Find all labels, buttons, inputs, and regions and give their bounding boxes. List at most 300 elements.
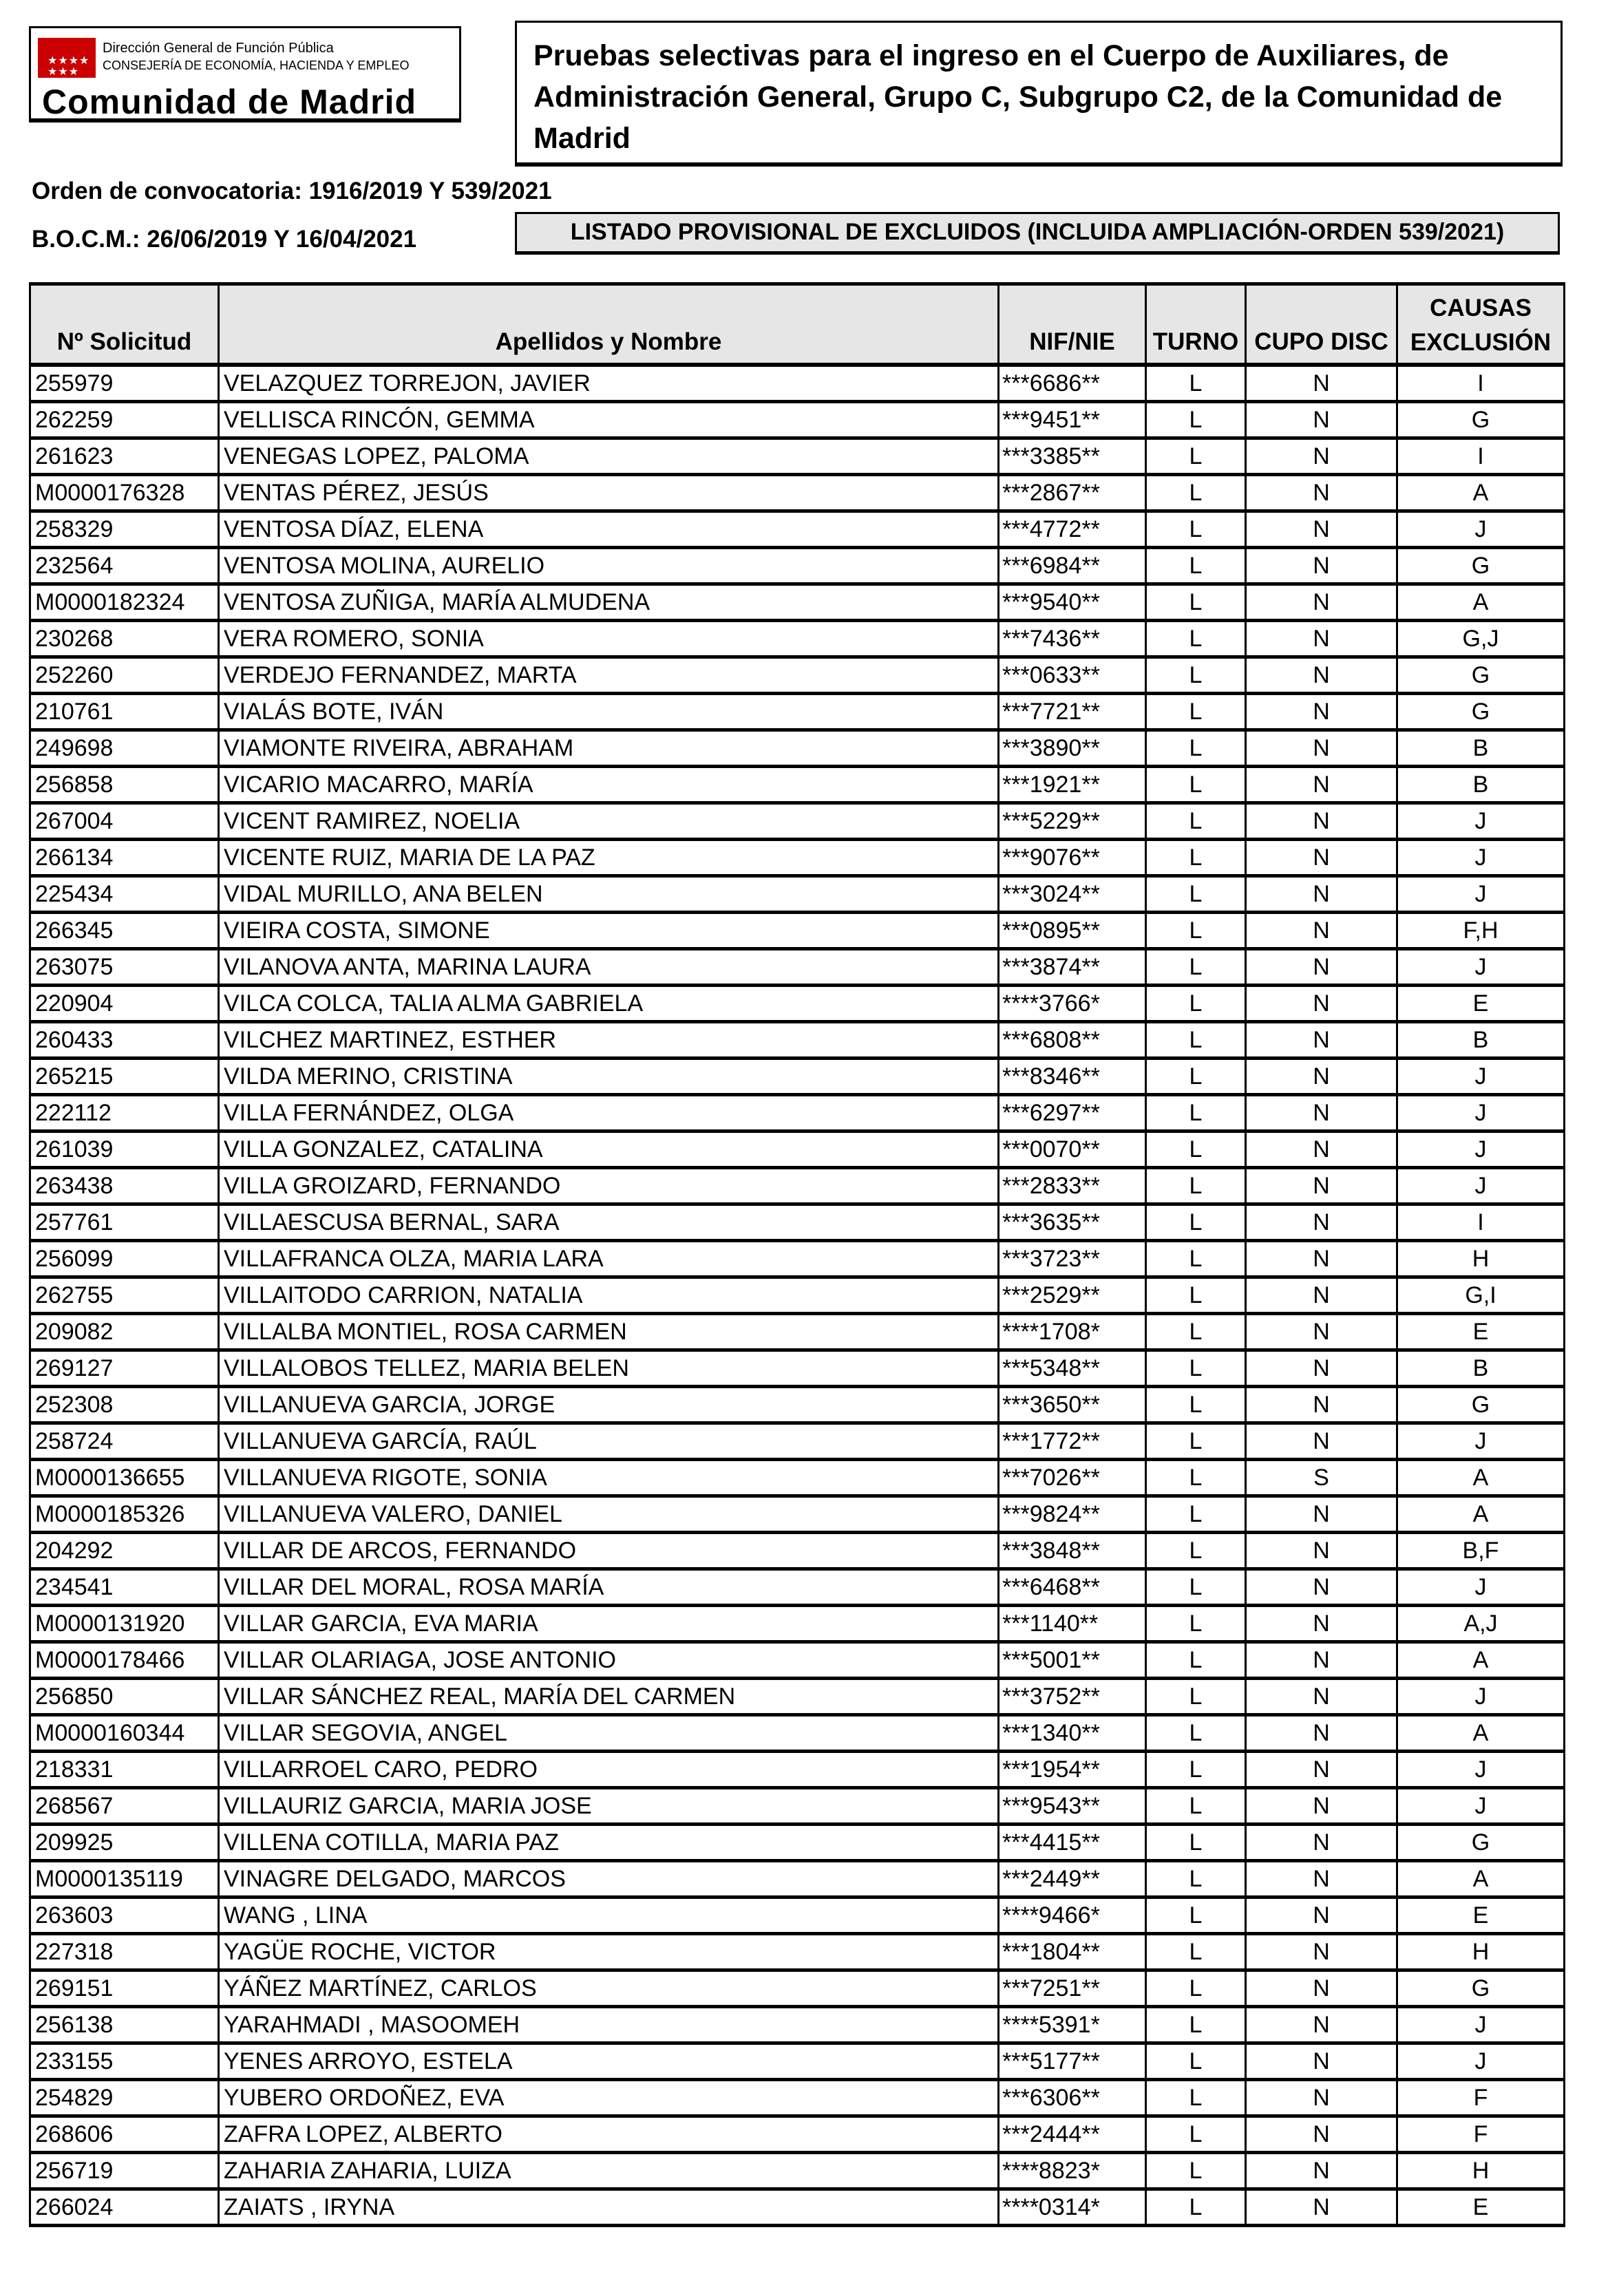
turno-cell: L bbox=[1146, 1825, 1246, 1861]
cupo-disc-cell: N bbox=[1246, 1898, 1397, 1934]
nombre-cell: VICENTE RUIZ, MARIA DE LA PAZ bbox=[219, 840, 999, 876]
header-nombre: Apellidos y Nombre bbox=[219, 284, 999, 365]
causas-cell: H bbox=[1397, 1934, 1565, 1970]
solicitud-cell: 268567 bbox=[30, 1788, 219, 1825]
solicitud-cell: 227318 bbox=[30, 1934, 219, 1970]
solicitud-cell: 256850 bbox=[30, 1679, 219, 1715]
nif-cell: ***7721** bbox=[999, 694, 1146, 730]
causas-cell: G bbox=[1397, 1387, 1565, 1423]
causas-cell: F,H bbox=[1397, 913, 1565, 949]
causas-cell: J bbox=[1397, 511, 1565, 548]
table-row bbox=[30, 657, 1565, 694]
table-row bbox=[30, 1314, 1565, 1350]
nombre-cell: YARAHMADI , MASOOMEH bbox=[219, 2007, 999, 2043]
header-causas: CAUSAS EXCLUSIÓN bbox=[1397, 284, 1565, 365]
table-row bbox=[30, 876, 1565, 913]
nif-cell: ***2867** bbox=[999, 475, 1146, 511]
turno-cell: L bbox=[1146, 2189, 1246, 2226]
nif-cell: ***4415** bbox=[999, 1825, 1146, 1861]
solicitud-cell: 269127 bbox=[30, 1350, 219, 1387]
nombre-cell: VILLANUEVA RIGOTE, SONIA bbox=[219, 1460, 999, 1496]
nombre-cell: VILLAR SÁNCHEZ REAL, MARÍA DEL CARMEN bbox=[219, 1679, 999, 1715]
nif-cell: ***3874** bbox=[999, 949, 1146, 986]
cupo-disc-cell: N bbox=[1246, 876, 1397, 913]
table-row bbox=[30, 2043, 1565, 2080]
cupo-disc-cell: N bbox=[1246, 1314, 1397, 1350]
nombre-cell: VERA ROMERO, SONIA bbox=[219, 621, 999, 657]
turno-cell: L bbox=[1146, 1022, 1246, 1059]
table-row bbox=[30, 1241, 1565, 1277]
solicitud-cell: M0000136655 bbox=[30, 1460, 219, 1496]
cupo-disc-cell: N bbox=[1246, 803, 1397, 840]
nif-cell: ***6297** bbox=[999, 1095, 1146, 1131]
table-row bbox=[30, 1861, 1565, 1898]
table-row bbox=[30, 803, 1565, 840]
solicitud-cell: M0000176328 bbox=[30, 475, 219, 511]
cupo-disc-cell: N bbox=[1246, 949, 1397, 986]
cupo-disc-cell: N bbox=[1246, 1934, 1397, 1970]
nif-cell: ***2833** bbox=[999, 1168, 1146, 1204]
causas-cell: J bbox=[1397, 1095, 1565, 1131]
solicitud-cell: 252308 bbox=[30, 1387, 219, 1423]
turno-cell: L bbox=[1146, 2043, 1246, 2080]
causas-cell: G bbox=[1397, 694, 1565, 730]
causas-cell: J bbox=[1397, 1788, 1565, 1825]
cupo-disc-cell: N bbox=[1246, 1752, 1397, 1788]
cupo-disc-cell: N bbox=[1246, 1241, 1397, 1277]
turno-cell: L bbox=[1146, 1095, 1246, 1131]
cupo-disc-cell: N bbox=[1246, 584, 1397, 621]
nombre-cell: VIEIRA COSTA, SIMONE bbox=[219, 913, 999, 949]
solicitud-cell: 269151 bbox=[30, 1970, 219, 2007]
causas-cell: B bbox=[1397, 1350, 1565, 1387]
solicitud-cell: 261623 bbox=[30, 438, 219, 475]
turno-cell: L bbox=[1146, 511, 1246, 548]
cupo-disc-cell: N bbox=[1246, 1642, 1397, 1679]
solicitud-cell: M0000178466 bbox=[30, 1642, 219, 1679]
causas-cell: J bbox=[1397, 2007, 1565, 2043]
causas-cell: J bbox=[1397, 2043, 1565, 2080]
nombre-cell: VELAZQUEZ TORREJON, JAVIER bbox=[219, 365, 999, 402]
cupo-disc-cell: N bbox=[1246, 2153, 1397, 2189]
table-row bbox=[30, 767, 1565, 803]
turno-cell: L bbox=[1146, 402, 1246, 438]
turno-cell: L bbox=[1146, 2116, 1246, 2153]
cupo-disc-cell: N bbox=[1246, 1679, 1397, 1715]
cupo-disc-cell: S bbox=[1246, 1460, 1397, 1496]
causas-cell: J bbox=[1397, 876, 1565, 913]
solicitud-cell: 257761 bbox=[30, 1204, 219, 1241]
nif-cell: ***9540** bbox=[999, 584, 1146, 621]
nif-cell: ****8823* bbox=[999, 2153, 1146, 2189]
nif-cell: ***9451** bbox=[999, 402, 1146, 438]
table-row bbox=[30, 1022, 1565, 1059]
causas-cell: G,J bbox=[1397, 621, 1565, 657]
table-row bbox=[30, 1752, 1565, 1788]
cupo-disc-cell: N bbox=[1246, 913, 1397, 949]
turno-cell: L bbox=[1146, 694, 1246, 730]
logo-name: Comunidad de Madrid bbox=[42, 83, 416, 121]
solicitud-cell: 263438 bbox=[30, 1168, 219, 1204]
nif-cell: ****3766* bbox=[999, 986, 1146, 1022]
nif-cell: ***1140** bbox=[999, 1606, 1146, 1642]
causas-cell: B bbox=[1397, 767, 1565, 803]
cupo-disc-cell: N bbox=[1246, 475, 1397, 511]
solicitud-cell: 249698 bbox=[30, 730, 219, 767]
document-title: Pruebas selectivas para el ingreso en el Cuerpo de Auxiliares, de Administración General, Grupo C, Subgrupo C2, de la Comunidad de Madrid bbox=[515, 21, 1563, 167]
nif-cell: ***1921** bbox=[999, 767, 1146, 803]
solicitud-cell: 262755 bbox=[30, 1277, 219, 1314]
causas-cell: G bbox=[1397, 548, 1565, 584]
nif-cell: ***0633** bbox=[999, 657, 1146, 694]
cupo-disc-cell: N bbox=[1246, 1423, 1397, 1460]
cupo-disc-cell: N bbox=[1246, 1606, 1397, 1642]
causas-cell: J bbox=[1397, 1569, 1565, 1606]
table-row bbox=[30, 584, 1565, 621]
table-row bbox=[30, 1533, 1565, 1569]
table-row bbox=[30, 2080, 1565, 2116]
turno-cell: L bbox=[1146, 2080, 1246, 2116]
causas-cell: I bbox=[1397, 365, 1565, 402]
cupo-disc-cell: N bbox=[1246, 694, 1397, 730]
nombre-cell: VILLAR OLARIAGA, JOSE ANTONIO bbox=[219, 1642, 999, 1679]
turno-cell: L bbox=[1146, 1277, 1246, 1314]
turno-cell: L bbox=[1146, 1715, 1246, 1752]
nif-cell: ***3385** bbox=[999, 438, 1146, 475]
causas-cell: J bbox=[1397, 1131, 1565, 1168]
solicitud-cell: 204292 bbox=[30, 1533, 219, 1569]
table-row bbox=[30, 1642, 1565, 1679]
nif-cell: ***5229** bbox=[999, 803, 1146, 840]
nif-cell: ***3848** bbox=[999, 1533, 1146, 1569]
cupo-disc-cell: N bbox=[1246, 1970, 1397, 2007]
cupo-disc-cell: N bbox=[1246, 767, 1397, 803]
nombre-cell: VICENT RAMIREZ, NOELIA bbox=[219, 803, 999, 840]
causas-cell: G bbox=[1397, 402, 1565, 438]
nombre-cell: VILLAURIZ GARCIA, MARIA JOSE bbox=[219, 1788, 999, 1825]
nif-cell: ***5001** bbox=[999, 1642, 1146, 1679]
solicitud-cell: 266024 bbox=[30, 2189, 219, 2226]
cupo-disc-cell: N bbox=[1246, 1022, 1397, 1059]
causas-cell: I bbox=[1397, 438, 1565, 475]
causas-cell: E bbox=[1397, 2189, 1565, 2226]
listado-heading: LISTADO PROVISIONAL DE EXCLUIDOS (INCLUIDA AMPLIACIÓN-ORDEN 539/2021) bbox=[515, 212, 1560, 255]
nif-cell: ***3635** bbox=[999, 1204, 1146, 1241]
table-row bbox=[30, 365, 1565, 402]
nif-cell: ***7026** bbox=[999, 1460, 1146, 1496]
solicitud-cell: 222112 bbox=[30, 1095, 219, 1131]
turno-cell: L bbox=[1146, 1241, 1246, 1277]
nombre-cell: YUBERO ORDOÑEZ, EVA bbox=[219, 2080, 999, 2116]
nombre-cell: VIDAL MURILLO, ANA BELEN bbox=[219, 876, 999, 913]
nombre-cell: VILLANUEVA VALERO, DANIEL bbox=[219, 1496, 999, 1533]
cupo-disc-cell: N bbox=[1246, 840, 1397, 876]
comunidad-de-madrid-logo bbox=[29, 26, 461, 123]
table-row bbox=[30, 1277, 1565, 1314]
nombre-cell: VILLANUEVA GARCIA, JORGE bbox=[219, 1387, 999, 1423]
causas-cell: G bbox=[1397, 1825, 1565, 1861]
causas-cell: E bbox=[1397, 1898, 1565, 1934]
nombre-cell: VILCHEZ MARTINEZ, ESTHER bbox=[219, 1022, 999, 1059]
table-row bbox=[30, 1970, 1565, 2007]
nombre-cell: VILLARROEL CARO, PEDRO bbox=[219, 1752, 999, 1788]
solicitud-cell: 266345 bbox=[30, 913, 219, 949]
nif-cell: ***6306** bbox=[999, 2080, 1146, 2116]
solicitud-cell: M0000185326 bbox=[30, 1496, 219, 1533]
turno-cell: L bbox=[1146, 1606, 1246, 1642]
nif-cell: ***9076** bbox=[999, 840, 1146, 876]
solicitud-cell: 220904 bbox=[30, 986, 219, 1022]
causas-cell: E bbox=[1397, 986, 1565, 1022]
turno-cell: L bbox=[1146, 1970, 1246, 2007]
table-row bbox=[30, 1496, 1565, 1533]
solicitud-cell: 218331 bbox=[30, 1752, 219, 1788]
table-row bbox=[30, 1168, 1565, 1204]
nombre-cell: VENTOSA ZUÑIGA, MARÍA ALMUDENA bbox=[219, 584, 999, 621]
causas-cell: H bbox=[1397, 1241, 1565, 1277]
nif-cell: ***4772** bbox=[999, 511, 1146, 548]
nif-cell: ***9543** bbox=[999, 1788, 1146, 1825]
nombre-cell: YENES ARROYO, ESTELA bbox=[219, 2043, 999, 2080]
causas-cell: J bbox=[1397, 1679, 1565, 1715]
nombre-cell: ZAFRA LOPEZ, ALBERTO bbox=[219, 2116, 999, 2153]
turno-cell: L bbox=[1146, 2007, 1246, 2043]
header-turno: TURNO bbox=[1146, 284, 1246, 365]
nombre-cell: VILDA MERINO, CRISTINA bbox=[219, 1059, 999, 1095]
table-row bbox=[30, 1715, 1565, 1752]
madrid-flag-icon: ★★★★ ★★★ bbox=[38, 38, 96, 78]
nif-cell: ****5391* bbox=[999, 2007, 1146, 2043]
nombre-cell: VENTOSA DÍAZ, ELENA bbox=[219, 511, 999, 548]
table-row bbox=[30, 1825, 1565, 1861]
solicitud-cell: 256138 bbox=[30, 2007, 219, 2043]
turno-cell: L bbox=[1146, 1788, 1246, 1825]
table-row bbox=[30, 475, 1565, 511]
cupo-disc-cell: N bbox=[1246, 1204, 1397, 1241]
causas-cell: A bbox=[1397, 1460, 1565, 1496]
turno-cell: L bbox=[1146, 1350, 1246, 1387]
table-row bbox=[30, 1569, 1565, 1606]
causas-cell: J bbox=[1397, 1059, 1565, 1095]
cupo-disc-cell: N bbox=[1246, 1277, 1397, 1314]
cupo-disc-cell: N bbox=[1246, 2116, 1397, 2153]
table-row bbox=[30, 986, 1565, 1022]
turno-cell: L bbox=[1146, 1423, 1246, 1460]
nombre-cell: VERDEJO FERNANDEZ, MARTA bbox=[219, 657, 999, 694]
nombre-cell: VELLISCA RINCÓN, GEMMA bbox=[219, 402, 999, 438]
turno-cell: L bbox=[1146, 1496, 1246, 1533]
nif-cell: ***0895** bbox=[999, 913, 1146, 949]
nombre-cell: VILCA COLCA, TALIA ALMA GABRIELA bbox=[219, 986, 999, 1022]
turno-cell: L bbox=[1146, 767, 1246, 803]
nombre-cell: VIALÁS BOTE, IVÁN bbox=[219, 694, 999, 730]
nombre-cell: VILLA GROIZARD, FERNANDO bbox=[219, 1168, 999, 1204]
causas-cell: B bbox=[1397, 730, 1565, 767]
nif-cell: ***7251** bbox=[999, 1970, 1146, 2007]
solicitud-cell: 261039 bbox=[30, 1131, 219, 1168]
causas-cell: A bbox=[1397, 1496, 1565, 1533]
causas-cell: F bbox=[1397, 2080, 1565, 2116]
solicitud-cell: 256719 bbox=[30, 2153, 219, 2189]
table-row bbox=[30, 1423, 1565, 1460]
turno-cell: L bbox=[1146, 1314, 1246, 1350]
turno-cell: L bbox=[1146, 1898, 1246, 1934]
nif-cell: ***1772** bbox=[999, 1423, 1146, 1460]
solicitud-cell: 256099 bbox=[30, 1241, 219, 1277]
turno-cell: L bbox=[1146, 1204, 1246, 1241]
nif-cell: ***7436** bbox=[999, 621, 1146, 657]
cupo-disc-cell: N bbox=[1246, 657, 1397, 694]
causas-cell: J bbox=[1397, 803, 1565, 840]
table-row bbox=[30, 1934, 1565, 1970]
solicitud-cell: 255979 bbox=[30, 365, 219, 402]
cupo-disc-cell: N bbox=[1246, 548, 1397, 584]
causas-cell: B,F bbox=[1397, 1533, 1565, 1569]
causas-cell: I bbox=[1397, 1204, 1565, 1241]
table-row bbox=[30, 438, 1565, 475]
causas-cell: A,J bbox=[1397, 1606, 1565, 1642]
cupo-disc-cell: N bbox=[1246, 402, 1397, 438]
solicitud-cell: 267004 bbox=[30, 803, 219, 840]
table-row bbox=[30, 1204, 1565, 1241]
turno-cell: L bbox=[1146, 548, 1246, 584]
nombre-cell: VILLAESCUSA BERNAL, SARA bbox=[219, 1204, 999, 1241]
table-row bbox=[30, 1095, 1565, 1131]
nombre-cell: VIAMONTE RIVEIRA, ABRAHAM bbox=[219, 730, 999, 767]
table-row bbox=[30, 548, 1565, 584]
turno-cell: L bbox=[1146, 1752, 1246, 1788]
causas-cell: G bbox=[1397, 657, 1565, 694]
solicitud-cell: 260433 bbox=[30, 1022, 219, 1059]
turno-cell: L bbox=[1146, 1168, 1246, 1204]
solicitud-cell: 233155 bbox=[30, 2043, 219, 2080]
turno-cell: L bbox=[1146, 1131, 1246, 1168]
turno-cell: L bbox=[1146, 913, 1246, 949]
table-row bbox=[30, 1679, 1565, 1715]
table-row bbox=[30, 2153, 1565, 2189]
solicitud-cell: 234541 bbox=[30, 1569, 219, 1606]
cupo-disc-cell: N bbox=[1246, 365, 1397, 402]
solicitud-cell: 262259 bbox=[30, 402, 219, 438]
table-row bbox=[30, 2189, 1565, 2226]
turno-cell: L bbox=[1146, 1533, 1246, 1569]
solicitud-cell: 232564 bbox=[30, 548, 219, 584]
turno-cell: L bbox=[1146, 803, 1246, 840]
nombre-cell: VILLA GONZALEZ, CATALINA bbox=[219, 1131, 999, 1168]
cupo-disc-cell: N bbox=[1246, 986, 1397, 1022]
table-row bbox=[30, 621, 1565, 657]
nombre-cell: VILANOVA ANTA, MARINA LAURA bbox=[219, 949, 999, 986]
nif-cell: ***2449** bbox=[999, 1861, 1146, 1898]
table-row bbox=[30, 694, 1565, 730]
nif-cell: ***3024** bbox=[999, 876, 1146, 913]
turno-cell: L bbox=[1146, 730, 1246, 767]
nif-cell: ****0314* bbox=[999, 2189, 1146, 2226]
table-row bbox=[30, 1387, 1565, 1423]
nombre-cell: VILLENA COTILLA, MARIA PAZ bbox=[219, 1825, 999, 1861]
nif-cell: ***8346** bbox=[999, 1059, 1146, 1095]
bocm-dates: B.O.C.M.: 26/06/2019 Y 16/04/2021 bbox=[32, 226, 417, 253]
nombre-cell: VILLA FERNÁNDEZ, OLGA bbox=[219, 1095, 999, 1131]
table-row bbox=[30, 2116, 1565, 2153]
nombre-cell: VILLANUEVA GARCÍA, RAÚL bbox=[219, 1423, 999, 1460]
solicitud-cell: 258724 bbox=[30, 1423, 219, 1460]
solicitud-cell: 266134 bbox=[30, 840, 219, 876]
causas-cell: B bbox=[1397, 1022, 1565, 1059]
turno-cell: L bbox=[1146, 1934, 1246, 1970]
nif-cell: ***2529** bbox=[999, 1277, 1146, 1314]
logo-line-consejeria: CONSEJERÍA DE ECONOMÍA, HACIENDA Y EMPLEO bbox=[103, 59, 410, 72]
causas-cell: J bbox=[1397, 949, 1565, 986]
nombre-cell: VILLAR DE ARCOS, FERNANDO bbox=[219, 1533, 999, 1569]
nombre-cell: VICARIO MACARRO, MARÍA bbox=[219, 767, 999, 803]
turno-cell: L bbox=[1146, 1642, 1246, 1679]
nif-cell: ***9824** bbox=[999, 1496, 1146, 1533]
solicitud-cell: 256858 bbox=[30, 767, 219, 803]
cupo-disc-cell: N bbox=[1246, 1131, 1397, 1168]
table-header-row bbox=[30, 284, 1565, 365]
solicitud-cell: 263603 bbox=[30, 1898, 219, 1934]
table-row bbox=[30, 2007, 1565, 2043]
solicitud-cell: 230268 bbox=[30, 621, 219, 657]
nombre-cell: ZAIATS , IRYNA bbox=[219, 2189, 999, 2226]
solicitud-cell: 210761 bbox=[30, 694, 219, 730]
nif-cell: ***3650** bbox=[999, 1387, 1146, 1423]
cupo-disc-cell: N bbox=[1246, 2007, 1397, 2043]
turno-cell: L bbox=[1146, 475, 1246, 511]
cupo-disc-cell: N bbox=[1246, 2043, 1397, 2080]
cupo-disc-cell: N bbox=[1246, 1825, 1397, 1861]
nombre-cell: VILLAFRANCA OLZA, MARIA LARA bbox=[219, 1241, 999, 1277]
solicitud-cell: 254829 bbox=[30, 2080, 219, 2116]
turno-cell: L bbox=[1146, 1569, 1246, 1606]
solicitud-cell: M0000182324 bbox=[30, 584, 219, 621]
table-row bbox=[30, 730, 1565, 767]
turno-cell: L bbox=[1146, 657, 1246, 694]
causas-cell: J bbox=[1397, 1752, 1565, 1788]
table-row bbox=[30, 1788, 1565, 1825]
solicitud-cell: 263075 bbox=[30, 949, 219, 986]
table-row bbox=[30, 913, 1565, 949]
cupo-disc-cell: N bbox=[1246, 1788, 1397, 1825]
turno-cell: L bbox=[1146, 1679, 1246, 1715]
nif-cell: ****1708* bbox=[999, 1314, 1146, 1350]
turno-cell: L bbox=[1146, 949, 1246, 986]
causas-cell: A bbox=[1397, 475, 1565, 511]
nombre-cell: YAGÜE ROCHE, VICTOR bbox=[219, 1934, 999, 1970]
solicitud-cell: 252260 bbox=[30, 657, 219, 694]
causas-cell: A bbox=[1397, 1861, 1565, 1898]
causas-cell: J bbox=[1397, 1168, 1565, 1204]
orden-convocatoria: Orden de convocatoria: 1916/2019 Y 539/2021 bbox=[32, 178, 552, 204]
nombre-cell: VILLAITODO CARRION, NATALIA bbox=[219, 1277, 999, 1314]
header-nif: NIF/NIE bbox=[999, 284, 1146, 365]
nombre-cell: ZAHARIA ZAHARIA, LUIZA bbox=[219, 2153, 999, 2189]
turno-cell: L bbox=[1146, 2153, 1246, 2189]
logo-line-direccion: Dirección General de Función Pública bbox=[103, 41, 334, 56]
solicitud-cell: M0000131920 bbox=[30, 1606, 219, 1642]
header-cupo-disc: CUPO DISC bbox=[1246, 284, 1397, 365]
turno-cell: L bbox=[1146, 1387, 1246, 1423]
cupo-disc-cell: N bbox=[1246, 1496, 1397, 1533]
table-row bbox=[30, 840, 1565, 876]
nombre-cell: VILLAR DEL MORAL, ROSA MARÍA bbox=[219, 1569, 999, 1606]
cupo-disc-cell: N bbox=[1246, 1569, 1397, 1606]
nombre-cell: VINAGRE DELGADO, MARCOS bbox=[219, 1861, 999, 1898]
nif-cell: ***6984** bbox=[999, 548, 1146, 584]
nif-cell: ***2444** bbox=[999, 2116, 1146, 2153]
excluded-list-table bbox=[29, 282, 1565, 2227]
